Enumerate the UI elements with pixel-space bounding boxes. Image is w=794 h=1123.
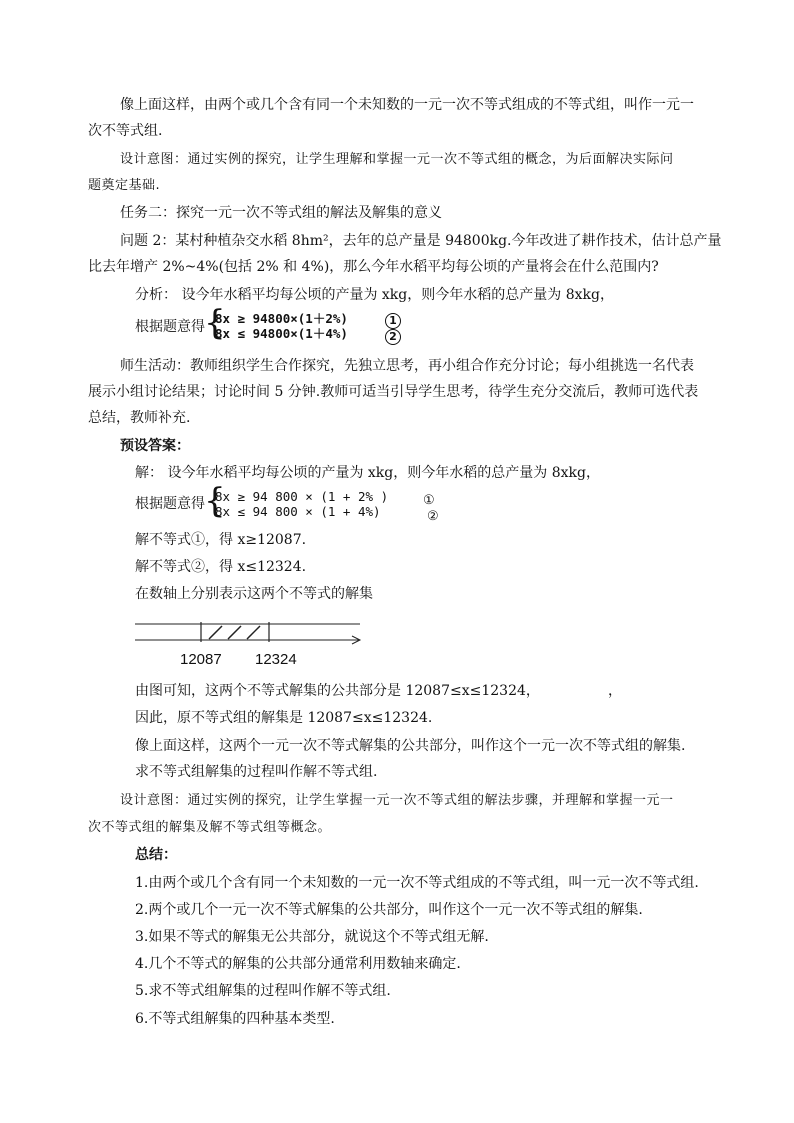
solve-inequality-2: 解不等式②，得 x≤12324. [135, 559, 307, 575]
solve-inequality-1: 解不等式①，得 x≥12087. [135, 532, 307, 548]
summary-item: 3.如果不等式的解集无公共部分，就说这个不等式组无解. [135, 929, 489, 945]
system2-prefix: 根据题意得 [135, 496, 205, 512]
summary-item: 2.两个或几个一元一次不等式解集的公共部分，叫作这个一元一次不等式组的解集. [135, 902, 643, 918]
summary-item: 4.几个不等式的解集的公共部分通常利用数轴来确定. [135, 956, 461, 972]
design-intent-2-line-2: 次不等式组的解集及解不等式组等概念。 [88, 820, 332, 835]
number-line-figure [130, 612, 370, 672]
system1-mark-2: 2 [385, 326, 401, 345]
conclusion-line-2: 因此，原不等式组的解集是 12087≤x≤12324. [135, 710, 433, 726]
solve-system-definition: 求不等式组解集的过程叫作解不等式组. [135, 764, 378, 780]
design-intent-1-line-2: 题奠定基础. [88, 178, 161, 193]
problem-line-1: 问题 2：某村种植杂交水稻 8hm²，去年的总产量是 94800kg.今年改进了耕作技术，估计总产量 [120, 233, 722, 249]
solution-line: 解： 设今年水稻平均每公顷的产量为 xkg，则今年水稻的总产量为 8xkg， [135, 465, 600, 481]
design-intent-2-line-1: 设计意图：通过实例的探究，让学生掌握一元一次不等式组的解法步骤，并理解和掌握一元一 [120, 793, 674, 808]
system1-prefix: 根据题意得 [135, 319, 205, 335]
number-line-label-12324: 12324 [255, 651, 297, 668]
number-line-caption: 在数轴上分别表示这两个不等式的解集 [135, 586, 373, 602]
system1-row-2: 8x ≤ 94800×(1＋4%) [215, 326, 348, 341]
solution-set-definition: 像上面这样，这两个一元一次不等式解集的公共部分，叫作这个一元一次不等式组的解集. [135, 738, 686, 754]
conclusion-line-1-tail: ， [608, 683, 622, 699]
summary-heading: 总结： [135, 847, 177, 863]
system2-brace: { [204, 481, 226, 521]
preset-answer-heading: 预设答案： [120, 438, 190, 454]
conclusion-line-1: 由图可知，这两个不等式解集的公共部分是 12087≤x≤12324， [135, 683, 540, 699]
definition-line-1: 像上面这样，由两个或几个含有同一个未知数的一元一次不等式组成的不等式组，叫作一元一 [120, 97, 694, 113]
number-line-label-12087: 12087 [180, 651, 222, 668]
activity-line-3: 总结，教师补充. [88, 410, 191, 426]
summary-item: 5.求不等式组解集的过程叫作解不等式组. [135, 983, 391, 999]
activity-line-1: 师生活动：教师组织学生合作探究，先独立思考，再小组合作充分讨论；每小组挑选一名代表 [120, 358, 694, 374]
system1-row-1: 8x ≥ 94800×(1＋2%) [215, 311, 348, 326]
system2-row-2: 8x ≤ 94 800 × (1 + 4%) [215, 504, 381, 519]
system1-brace: { [204, 303, 226, 343]
system2-mark-1: ① [423, 493, 435, 508]
hatch-line [228, 626, 241, 639]
analysis-line: 分析： 设今年水稻平均每公顷的产量为 xkg，则今年水稻的总产量为 8xkg， [135, 287, 614, 303]
summary-item: 6.不等式组解集的四种基本类型. [135, 1011, 335, 1027]
summary-item: 1.由两个或几个含有同一个未知数的一元一次不等式组成的不等式组，叫一元一次不等式组. [135, 875, 699, 891]
hatch-line [209, 626, 222, 639]
system2-mark-2: ② [427, 509, 439, 524]
hatch-line [247, 626, 260, 639]
definition-line-2: 次不等式组. [88, 123, 163, 139]
system1-mark-1: 1 [385, 310, 401, 329]
activity-line-2: 展示小组讨论结果；讨论时间 5 分钟.教师可适当引导学生思考，待学生充分交流后，教师可选代表 [88, 384, 699, 400]
problem-line-2: 比去年增产 2%~4%(包括 2% 和 4%)，那么今年水稻平均每公顷的产量将会在什么范围内? [88, 259, 659, 275]
design-intent-1-line-1: 设计意图：通过实例的探究，让学生理解和掌握一元一次不等式组的概念，为后面解决实际问 [120, 152, 674, 167]
task-heading: 任务二：探究一元一次不等式组的解法及解集的意义 [120, 205, 442, 221]
system2-row-1: 8x ≥ 94 800 × (1 + 2% ) [215, 489, 389, 504]
